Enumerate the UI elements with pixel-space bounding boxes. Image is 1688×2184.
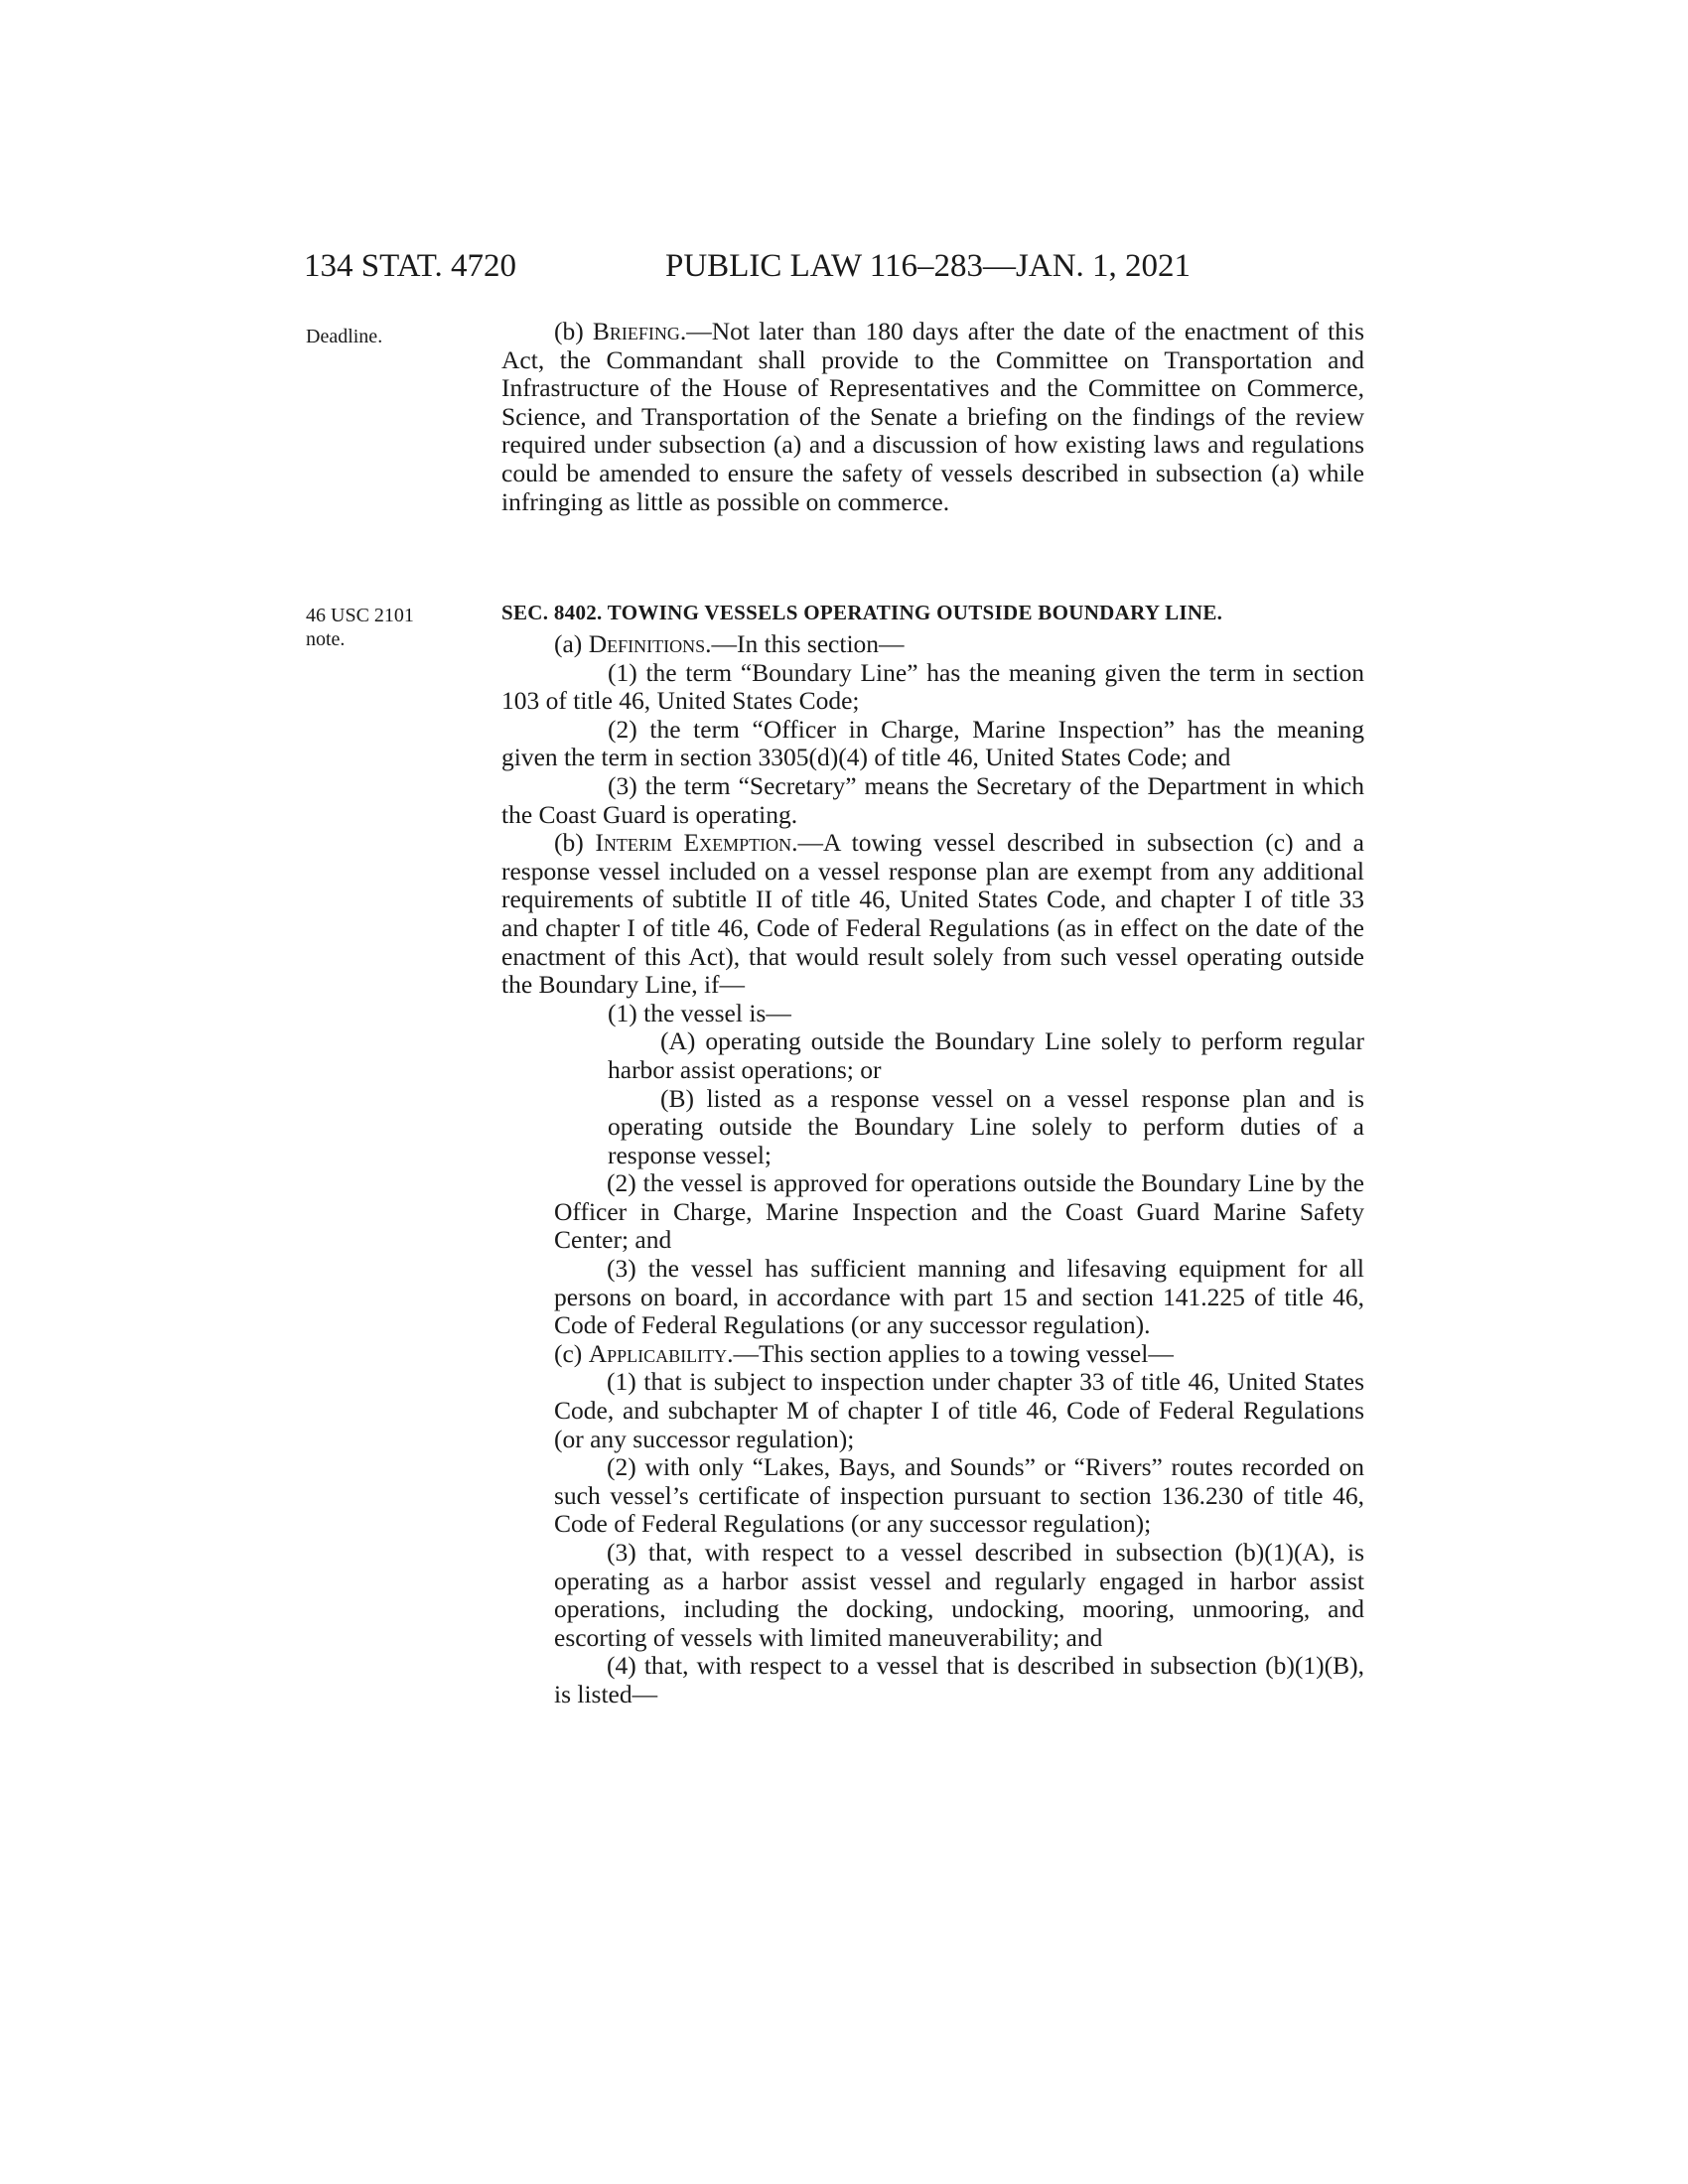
subsection-label: (c) [554, 1338, 589, 1368]
briefing-paragraph [501, 318, 1364, 516]
paragraph-c3: (3) that, with respect to a vessel described in subsection (b)(1)(A), is operating as a harbor assist vessel and regularly engaged in harbor assist operations, including the docking, undocking, mooring, unmooring, and escorting of vessels with limited maneuverability; and [554, 1538, 1364, 1652]
subparagraph-b1B: (B) listed as a response vessel on a vessel response plan and is operating outside the Boundary Line solely to perform duties of a response vessel; [608, 1083, 1364, 1169]
subsection-heading: Interim Exemption [595, 828, 792, 858]
paragraph-a2: (2) the term “Officer in Charge, Marine Inspection” has the meaning given the term in section 3305(d)(4) of title 46, United States Code; and [501, 714, 1364, 772]
margin-note-deadline [306, 325, 382, 348]
paragraph-b2: (2) the vessel is approved for operations outside the Boundary Line by the Officer in Charge, Marine Inspection and the Coast Guard Marine Safety Center; and [554, 1168, 1364, 1255]
paragraph-a1: (1) the term “Boundary Line” has the meaning given the term in section 103 of title 46, United States Code; [501, 657, 1364, 716]
subsection-label: (b) [554, 317, 593, 345]
margin-note-usc [306, 604, 414, 651]
subsection-text: .—In this section— [705, 629, 905, 658]
public-law-title: PUBLIC LAW 116–283—JAN. 1, 2021 [665, 248, 1192, 284]
margin-note-line: 46 USC 2101 [306, 605, 414, 626]
subsection-heading: Briefing [592, 317, 680, 345]
subsection-text: .—A towing vessel described in subsection (c) and a response vessel included on a vessel response plan are exempt from any additional requirements of subtitle II of title 46, United States Code, and chapter I of title 33 and chapter I of title 46, Code of Federal Regulations (as in effect on the date of the enactment of this Act), that would result solely from such vessel operating outside the Boundary Line, if— [501, 828, 1365, 1000]
paragraph-c2: (2) with only “Lakes, Bays, and Sounds” or “Rivers” routes recorded on such vessel’s certificate of inspection pursuant to section 136.230 of title 46, Code of Federal Regulations (or any successor regulation); [554, 1452, 1364, 1539]
margin-note-text: Deadline. [306, 326, 383, 347]
subsection-b [501, 829, 1364, 1000]
paragraph-a3: (3) the term “Secretary” means the Secretary of the Department in which the Coast Guard is operating. [501, 770, 1364, 829]
statute-page-reference: 134 STAT. 4720 [304, 248, 517, 284]
section-8402 [501, 599, 1364, 1709]
subparagraph-b1A: (A) operating outside the Boundary Line solely to perform regular harbor assist operations; or [608, 1026, 1364, 1084]
subsection-label: (b) [554, 828, 596, 858]
subsection-label: (a) [554, 629, 589, 658]
subsection-text: .—This section applies to a towing vessel— [727, 1338, 1174, 1368]
subsection-text: .—Not later than 180 days after the date of the enactment of this Act, the Commandant shall provide to the Committee on Transportation and Infrastructure of the House of Representatives and the Committee on Commerce, Science, and Transportation of the Senate a briefing on the findings of the review required under subsection (a) and a discussion of how existing laws and regulations could be amended to ensure the safety of vessels described in subsection (a) while infringing as little as possible on commerce. [501, 317, 1365, 516]
subsection-heading: Applicability [588, 1338, 728, 1368]
paragraph-c1: (1) that is subject to inspection under chapter 33 of title 46, United States Code, and subchapter M of chapter I of title 46, Code of Federal Regulations (or any successor regulation); [554, 1367, 1364, 1453]
subsection-a [501, 630, 1364, 659]
running-header [304, 246, 1366, 286]
paragraph-b3: (3) the vessel has sufficient manning and lifesaving equipment for all persons on board, in accordance with part 15 and section 141.225 of title 46, Code of Federal Regulations (or any successor regulation). [554, 1254, 1364, 1340]
paragraph-b1: (1) the vessel is— [608, 998, 791, 1027]
margin-note-line: note. [306, 628, 346, 650]
section-heading: SEC. 8402. TOWING VESSELS OPERATING OUTSIDE BOUNDARY LINE. [501, 601, 1223, 624]
subsection-heading: Definitions [588, 629, 706, 658]
briefing-subsection [501, 318, 1364, 516]
paragraph-c4: (4) that, with respect to a vessel that is described in subsection (b)(1)(B), is listed— [554, 1651, 1364, 1708]
subsection-c [501, 1340, 1364, 1369]
